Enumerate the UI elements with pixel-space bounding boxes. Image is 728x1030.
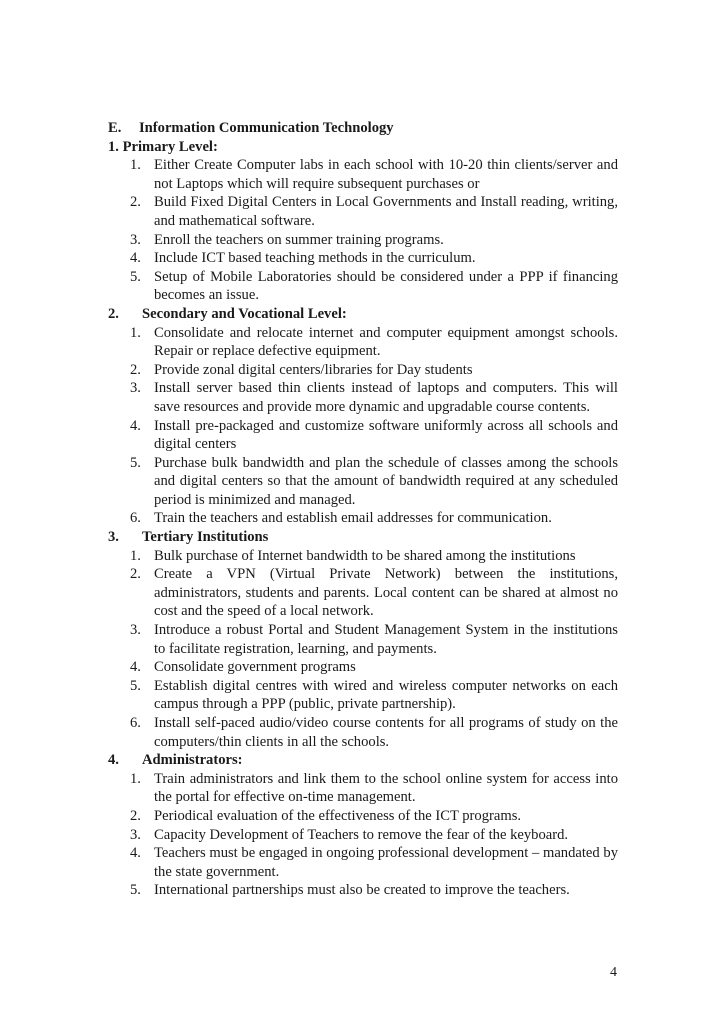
item-number: 4. xyxy=(130,417,141,434)
item-number: 2. xyxy=(130,807,141,824)
item-number: 5. xyxy=(130,268,141,285)
item-number: 6. xyxy=(130,510,141,527)
list-item xyxy=(108,714,618,751)
item-text: Include ICT based teaching methods in the curriculum. xyxy=(154,250,476,267)
list-item xyxy=(108,547,618,566)
list-item xyxy=(108,454,618,510)
title-letter: E. xyxy=(108,120,122,136)
item-text: Train the teachers and establish email addresses for communication. xyxy=(154,510,552,527)
section-number: 4. xyxy=(108,752,119,769)
item-text: Either Create Computer labs in each school with 10-20 thin clients/server and not Laptops which will require subsequent purchases or xyxy=(154,157,618,192)
item-number: 4. xyxy=(130,845,141,862)
item-number: 6. xyxy=(130,715,141,731)
item-number: 1. xyxy=(130,770,141,787)
item-text: Capacity Development of Teachers to remove the fear of the keyboard. xyxy=(154,826,569,843)
section-list-secondary xyxy=(108,324,618,529)
item-number: 5. xyxy=(130,882,141,899)
item-text: Periodical evaluation of the effectiveness of the ICT programs. xyxy=(154,807,522,824)
list-item xyxy=(108,844,618,881)
item-text: Provide zonal digital centers/libraries for Day students xyxy=(154,361,473,378)
section-title: Administrators: xyxy=(142,752,243,769)
list-item xyxy=(108,379,618,416)
section-heading-secondary xyxy=(108,305,618,324)
item-text: Consolidate government programs xyxy=(154,659,356,676)
list-item xyxy=(108,826,618,845)
list-item xyxy=(108,658,618,677)
item-number: 3. xyxy=(130,826,141,843)
item-number: 5. xyxy=(130,454,141,471)
item-number: 3. xyxy=(130,380,141,397)
item-number: 4. xyxy=(130,659,141,676)
list-item xyxy=(108,770,618,807)
list-item xyxy=(108,509,618,528)
list-item xyxy=(108,621,618,658)
item-text: Bulk purchase of Internet bandwidth to be shared among the institutions xyxy=(154,547,576,564)
list-item xyxy=(108,156,618,193)
section-number: 1. xyxy=(108,138,119,155)
item-number: 1. xyxy=(130,324,141,341)
list-item xyxy=(108,324,618,361)
item-number: 2. xyxy=(130,566,141,583)
section-title: Secondary and Vocational Level: xyxy=(142,305,347,322)
section-title: Tertiary Institutions xyxy=(142,529,269,546)
item-text: Create a VPN (Virtual Private Network) between the institutions, administrators, students and parents. Local content can be shared at almost no cost and the speed of a local network. xyxy=(154,566,618,620)
item-number: 4. xyxy=(130,250,141,267)
item-number: 3. xyxy=(130,622,141,639)
list-item xyxy=(108,417,618,454)
list-item xyxy=(108,193,618,230)
item-text: Teachers must be engaged in ongoing professional development – mandated by the state government. xyxy=(154,845,618,880)
item-text: Consolidate and relocate internet and computer equipment amongst schools. Repair or replace defective equipment. xyxy=(154,324,618,360)
list-item xyxy=(108,677,618,714)
item-number: 2. xyxy=(130,194,141,211)
item-text: Install self-paced audio/video course contents for all programs of study on the computers/thin clients in all the schools. xyxy=(154,715,618,750)
section-list-primary xyxy=(108,156,618,305)
item-text: Build Fixed Digital Centers in Local Governments and Install reading, writing, and mathematical software. xyxy=(154,194,618,229)
item-number: 1. xyxy=(130,157,141,174)
item-number: 5. xyxy=(130,677,141,694)
item-number: 2. xyxy=(130,361,141,378)
section-heading-primary xyxy=(108,138,618,157)
item-number: 3. xyxy=(130,231,141,248)
item-text: Purchase bulk bandwidth and plan the schedule of classes among the schools and digital centers so that the amount of bandwidth required at any scheduled period is minimized and managed. xyxy=(154,454,618,508)
item-text: Setup of Mobile Laboratories should be considered under a PPP if financing becomes an issue. xyxy=(154,268,618,304)
page-content xyxy=(108,119,618,900)
item-text: Introduce a robust Portal and Student Management System in the institutions to facilitate registration, learning, and payments. xyxy=(154,622,618,657)
item-text: Install pre-packaged and customize software uniformly across all schools and digital centers xyxy=(154,417,618,453)
list-item xyxy=(108,249,618,268)
item-text: International partnerships must also be created to improve the teachers. xyxy=(154,882,570,899)
item-text: Train administrators and link them to the school online system for access into the portal for effective on-time management. xyxy=(154,770,618,806)
section-title: Primary Level: xyxy=(122,138,218,155)
item-number: 1. xyxy=(130,547,141,564)
title-text: Information Communication Technology xyxy=(139,120,394,136)
list-item xyxy=(108,231,618,250)
item-text: Establish digital centres with wired and wireless computer networks on each campus through a PPP (public, private partnership). xyxy=(154,677,618,713)
item-text: Install server based thin clients instead of laptops and computers. This will save resources and provide more dynamic and upgradable course contents. xyxy=(154,380,618,415)
item-text: Enroll the teachers on summer training programs. xyxy=(154,231,444,248)
section-heading-administrators xyxy=(108,751,618,770)
section-list-tertiary xyxy=(108,547,618,752)
section-list-administrators xyxy=(108,770,618,900)
list-item xyxy=(108,881,618,900)
list-item xyxy=(108,565,618,621)
section-number: 3. xyxy=(108,529,119,546)
section-number: 2. xyxy=(108,305,119,322)
list-item xyxy=(108,807,618,826)
list-item xyxy=(108,361,618,380)
document-title xyxy=(108,119,618,138)
page-number: 4 xyxy=(610,965,617,980)
list-item xyxy=(108,268,618,305)
section-heading-tertiary xyxy=(108,528,618,547)
